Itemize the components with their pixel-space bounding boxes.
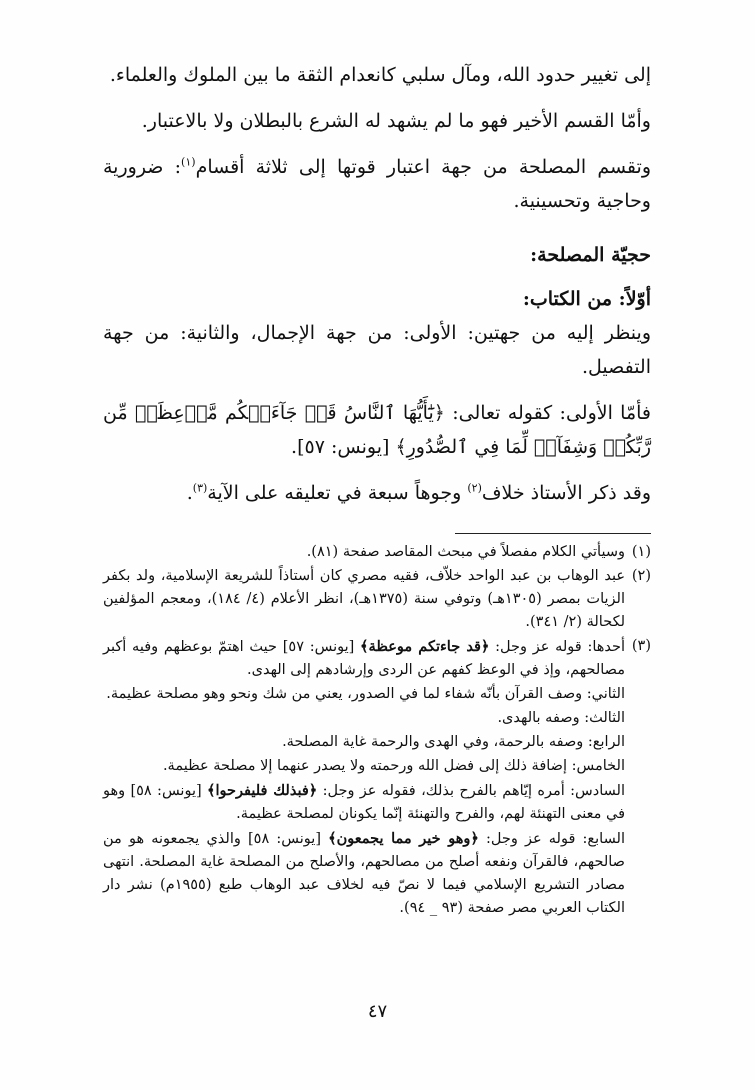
paragraph-1: إلى تغيير حدود الله، ومآل سلبي كانعدام الثقة ما بين الملوك والعلماء. [109,64,651,86]
point-7-text-a: السابع: قوله عز وجل: [478,831,625,847]
point-6-text-b: [يونس: ٥٨] وهو في معنى التهنئة لهم، والفرح والتهنئة إنّما يكونان لمصلحة عظيمة. [103,783,625,822]
paragraph-5 [103,396,651,464]
footnote-3 [103,635,651,682]
footnote-1-number: (١) [631,544,651,560]
subsection-heading: أوّلاً: من الكتاب: [522,288,651,310]
footnote-3-quote: ﴿قد جاءتكم موعظة﴾ [360,638,490,655]
main-text [103,58,651,510]
paragraph-3-text-b: : ضرورية وحاجية وتحسينية. [103,156,651,212]
footnote-1-text: وسيأتي الكلام مفصلاً في مبحث المقاصد صفحة (٨١). [306,544,625,560]
footnote-3-point-3: الثالث: وصفه بالهدى. [497,710,625,726]
footnote-3-point-6 [103,779,651,826]
footnote-ref-2[interactable]: (٢) [467,481,482,495]
footnote-3-text-rest: [يونس: ٥٧] حيث اهتمّ بوعظهم وفيه أكبر مصالحهم، وإذ في الوعظ كفهم عن الردى وإرشادهم إلى الهدى. [103,639,625,678]
paragraph-6-text-b: وجوهاً سبعة في تعليقه على الآية [207,482,468,504]
paragraph-2: وأمّا القسم الأخير فهو ما لم يشهد له الشرع بالبطلان ولا بالاعتبار. [141,110,651,132]
point-7-text-b: [يونس: ٥٨] والذي يجمعونه هو من صالحهم، فالقرآن ونفعه أصلح من مصالحهم، والأصلح من المصلحة غاية المصلحة. انتهى مصادر التشريع الإسلامي فيما لا نصّ فيه لخلاف عبد الوهاب طبع (١٩٥٥م) نشر دار الكتاب العربي مصر صفحة (٩٣ _ ٩٤). [103,831,626,916]
footnote-2-number: (٢) [631,568,651,584]
paragraph-6-text-a: وقد ذكر الأستاذ خلاف [481,482,651,504]
quran-verse: ﴿يَٰٓأَيُّهَا ٱلنَّاسُ قَدۡ جَآءَتۡكُم مَّوۡعِظَةٞ مِّن رَّبِّكُمۡ وَشِفَآءٞ لِّمَا فِي ٱلصُّدُورِ﴾ [103,402,651,458]
paragraph-3-text-a: وتقسم المصلحة من جهة اعتبار قوتها إلى ثلاثة أقسام [195,156,652,178]
footnote-1 [103,541,651,564]
footnote-ref-3[interactable]: (٣) [192,481,208,495]
section-heading: حجيّة المصلحة: [530,244,651,266]
footnote-2 [103,565,651,634]
paragraph-5-text-b: [يونس: ٥٧]. [291,436,396,458]
paragraph-3 [103,150,651,218]
footnote-ref-1[interactable]: (١) [181,155,196,169]
point-6-quote: ﴿فبذلك فليفرحوا﴾ [207,782,318,799]
paragraph-5-text-a: فأمّا الأولى: كقوله تعالى: [444,402,652,424]
footnote-3-point-2: الثاني: وصف القرآن بأنّه شفاء لما في الصدور، يعني من شك ونحو وهو مصلحة عظيمة. [106,686,625,702]
paragraph-6 [103,476,651,510]
footnote-3-point-5: الخامس: إضافة ذلك إلى فضل الله ورحمته ولا يصدر عنهما إلا مصلحة عظيمة. [162,758,625,774]
footnote-3-point-7 [103,827,651,920]
point-6-text-a: السادس: أمره إيّاهم بالفرح بذلك، فقوله عز وجل: [317,783,625,799]
page-number: ٤٧ [367,1001,388,1022]
paragraph-6-text-c: . [186,482,193,504]
footnote-3-text-a: أحدها: قوله عز وجل: [489,639,625,655]
footnote-3-point-4: الرابع: وصفه بالرحمة، وفي الهدى والرحمة غاية المصلحة. [282,734,625,750]
footnotes [103,541,651,921]
footnote-3-number: (٣) [631,638,651,654]
footnote-3-text [103,635,625,682]
footnote-divider [455,533,651,534]
paragraph-4: وينظر إليه من جهتين: الأولى: من جهة الإجمال، والثانية: من جهة التفصيل. [103,322,652,378]
point-7-quote: ﴿وهو خير مما يجمعون﴾ [328,830,479,847]
footnote-2-text: عبد الوهاب بن عبد الواحد خلاّف، فقيه مصري كان أستاذاً للشريعة الإسلامية، ولد بكفر الزيات بمصر (١٣٠٥هـ) وتوفي سنة (١٣٧٥هـ)، انظر الأعلام (٤/ ١٨٤)، ومعجم المؤلفين لكحالة (٢/ ٣٤١). [103,568,625,630]
